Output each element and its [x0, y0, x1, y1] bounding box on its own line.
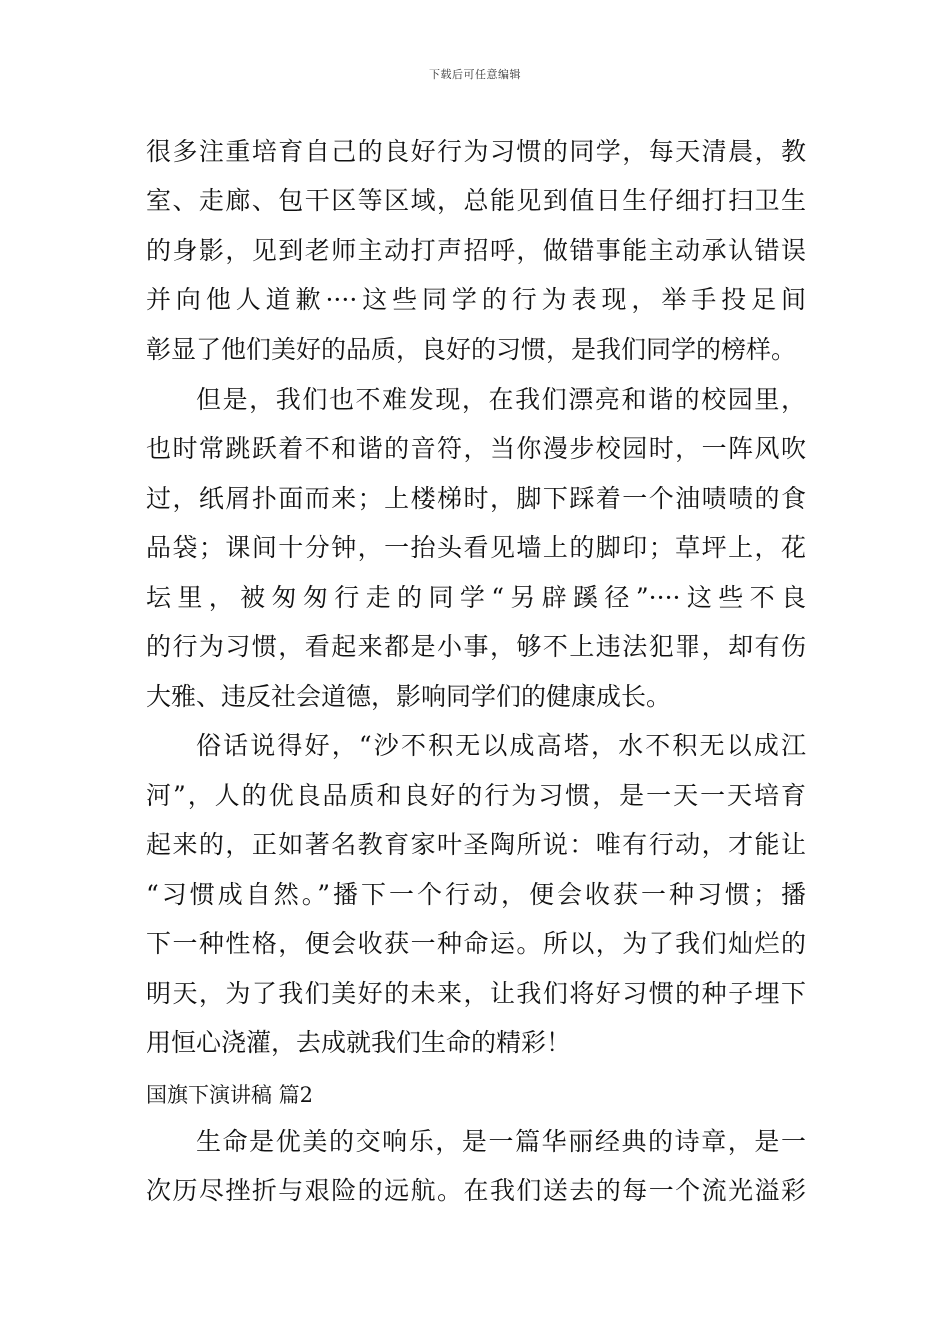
paragraph-2-line-4: 品袋；课间十分钟，一抬头看见墙上的脚印；草坪上，花 — [146, 533, 806, 562]
final-paragraph-line-2: 次历尽挫折与艰险的远航。在我们送去的每一个流光溢彩 — [146, 1176, 806, 1205]
paragraph-2-line-5: 坛里，被匆匆行走的同学“另辟蹊径”····这些不良 — [146, 583, 806, 612]
paragraph-3-line-5: 下一种性格，便会收获一种命运。所以，为了我们灿烂的 — [146, 929, 806, 958]
paragraph-1-line-4: 并向他人道歉····这些同学的行为表现，举手投足间 — [146, 285, 806, 314]
paragraph-1-line-2: 室、走廊、包干区等区域，总能见到值日生仔细打扫卫生 — [146, 186, 806, 215]
paragraph-3-line-2: 河”，人的优良品质和良好的行为习惯，是一天一天培育 — [146, 781, 806, 810]
paragraph-2-line-3: 过，纸屑扑面而来；上楼梯时，脚下踩着一个油啧啧的食 — [146, 484, 806, 513]
paragraph-2-line-2: 也时常跳跃着不和谐的音符，当你漫步校园时，一阵风吹 — [146, 434, 806, 463]
paragraph-3-line-7: 用恒心浇灌，去成就我们生命的精彩！ — [146, 1028, 572, 1057]
header-note: 下载后可任意编辑 — [429, 68, 521, 81]
paragraph-3-line-1: 俗话说得好，“沙不积无以成高塔，水不积无以成江 — [196, 731, 806, 760]
paragraph-2-line-7: 大雅、违反社会道德，影响同学们的健康成长。 — [146, 682, 672, 711]
paragraph-3-line-3: 起来的，正如著名教育家叶圣陶所说：唯有行动，才能让 — [146, 830, 806, 859]
paragraph-2-line-6: 的行为习惯，看起来都是小事，够不上违法犯罪，却有伤 — [146, 632, 806, 661]
section-heading: 国旗下演讲稿 篇2 — [146, 1083, 314, 1107]
paragraph-3-line-4: “习惯成自然。”播下一个行动，便会收获一种习惯；播 — [146, 880, 806, 909]
paragraph-3-line-6: 明天，为了我们美好的未来，让我们将好习惯的种子埋下 — [146, 979, 806, 1008]
paragraph-1-line-1: 很多注重培育自己的良好行为习惯的同学，每天清晨，教 — [146, 137, 806, 166]
paragraph-1-line-5: 彰显了他们美好的品质，良好的习惯，是我们同学的榜样。 — [146, 335, 797, 364]
paragraph-1-line-3: 的身影，见到老师主动打声招呼，做错事能主动承认错误 — [146, 236, 806, 265]
final-paragraph-line-1: 生命是优美的交响乐，是一篇华丽经典的诗章，是一 — [196, 1127, 806, 1156]
paragraph-2-line-1: 但是，我们也不难发现，在我们漂亮和谐的校园里， — [196, 385, 806, 414]
